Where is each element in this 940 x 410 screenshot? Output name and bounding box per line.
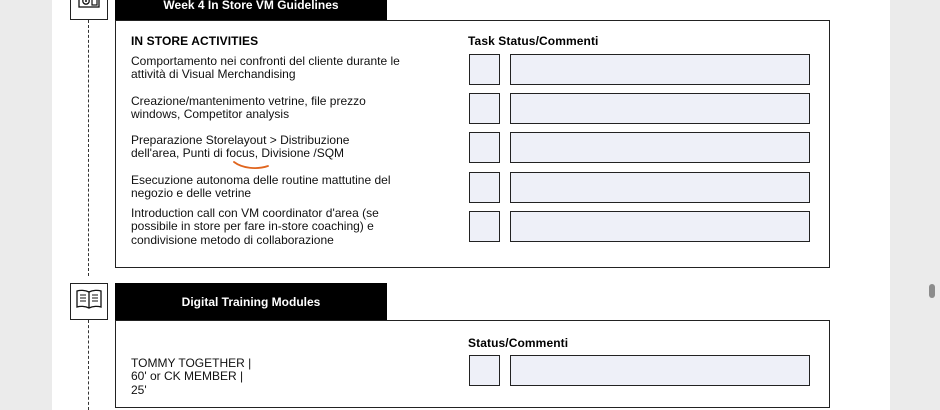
- digital-section-icon-box: [70, 283, 108, 320]
- activities-heading: IN STORE ACTIVITIES: [131, 34, 259, 48]
- task-comment-field[interactable]: [510, 132, 810, 163]
- week-section-title: Week 4 In Store VM Guidelines: [163, 0, 339, 12]
- task-status-checkbox[interactable]: [469, 172, 500, 203]
- store-settings-icon: [76, 0, 102, 15]
- module-text: TOMMY TOGETHER | 60' or CK MEMBER | 25': [131, 356, 252, 397]
- module-status-checkbox[interactable]: [469, 355, 500, 386]
- digital-section-title: Digital Training Modules: [181, 294, 321, 309]
- timeline-connector-bottom: [88, 320, 89, 410]
- week-section-icon-box: [70, 0, 108, 20]
- task-text: Creazione/mantenimento vetrine, file prezzo windows, Competitor analysis: [131, 94, 366, 122]
- module-status-heading: Status/Commenti: [468, 336, 569, 350]
- task-text: Esecuzione autonoma delle routine mattutine del negozio e delle vetrine: [131, 173, 391, 201]
- digital-section-header: [115, 283, 387, 320]
- week-section-header: [115, 0, 387, 20]
- task-status-checkbox[interactable]: [469, 211, 500, 242]
- task-status-heading: Task Status/Commenti: [468, 34, 599, 48]
- task-comment-field[interactable]: [510, 172, 810, 203]
- task-status-checkbox[interactable]: [469, 54, 500, 85]
- task-status-checkbox[interactable]: [469, 132, 500, 163]
- task-comment-field[interactable]: [510, 93, 810, 124]
- task-status-checkbox[interactable]: [469, 93, 500, 124]
- task-comment-field[interactable]: [510, 211, 810, 242]
- task-text: Comportamento nei confronti del cliente durante le attività di Visual Merchandising: [131, 54, 400, 82]
- timeline-connector-top: [88, 20, 89, 276]
- task-text: Introduction call con VM coordinator d'area (se possibile in store per fare in-store coaching) e condivisione metodo di collaborazione: [131, 206, 379, 247]
- handwritten-underline-annotation: [230, 158, 272, 172]
- task-text: Preparazione Storelayout > Distribuzione dell'area, Punti di focus, Divisione /SQM: [131, 133, 350, 161]
- open-book-icon: [75, 288, 103, 315]
- vertical-scrollbar[interactable]: [922, 0, 940, 410]
- task-comment-field[interactable]: [510, 54, 810, 85]
- scrollbar-thumb[interactable]: [929, 284, 935, 298]
- module-comment-field[interactable]: [510, 355, 810, 386]
